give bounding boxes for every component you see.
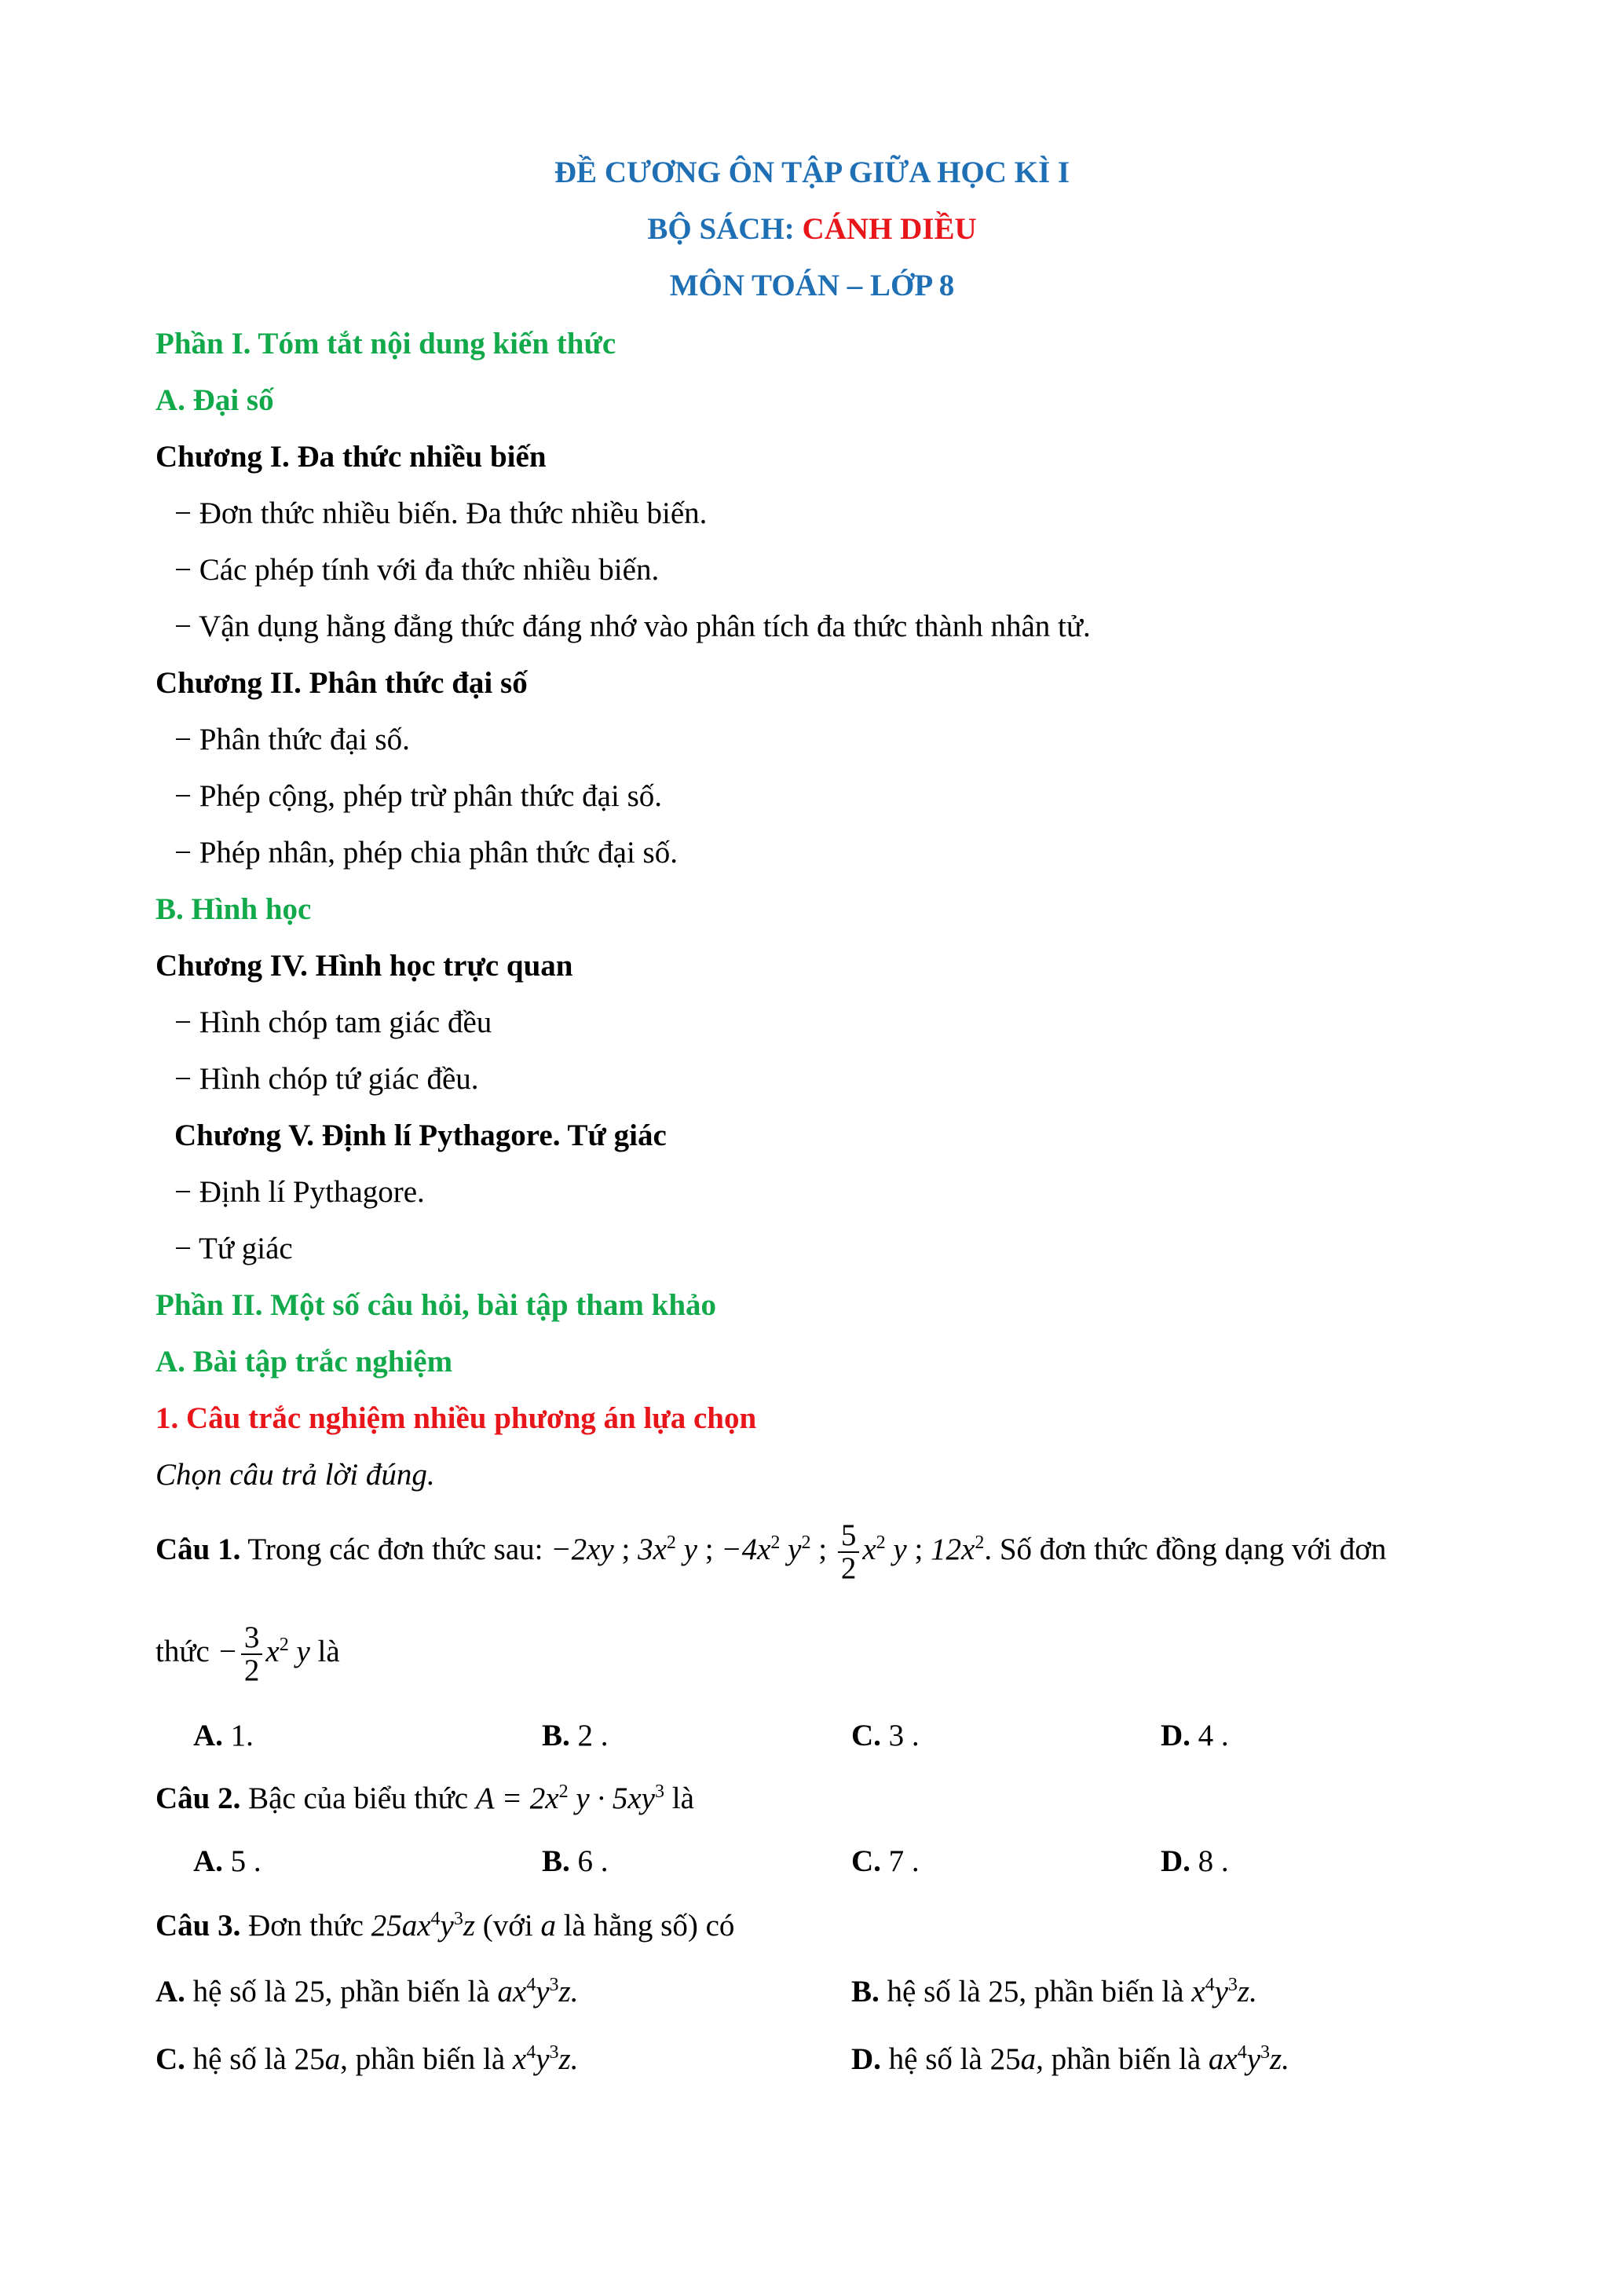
chapter5-item: − Tứ giác <box>174 1232 293 1265</box>
doc-title: ĐỀ CƯƠNG ÔN TẬP GIỮA HỌC KÌ I <box>554 156 1070 189</box>
chapter5-title: Chương V. Định lí Pythagore. Tứ giác <box>174 1119 667 1152</box>
chapter1-title: Chương I. Đa thức nhiều biến <box>155 440 547 474</box>
question-1-label: Câu 1. <box>155 1532 241 1566</box>
expression-a: $A = 2x^2$ $y \cdot 5xy^3$ <box>475 1782 664 1815</box>
part1-title: Phần I. Tóm tắt nội dung kiến thức <box>155 327 616 361</box>
question-1-text: Trong các đơn thức sau: <box>240 1532 551 1566</box>
part2-section-a: A. Bài tập trắc nghiệm <box>155 1345 453 1379</box>
q3-option-c[interactable]: C. hệ số là 25a, phần biến là $x^4y^3z$. <box>155 2042 579 2076</box>
question-2: Câu 2. Bậc của biểu thức $A = 2x^2$ $y \cdot 5xy^3$ là <box>155 1782 694 1815</box>
book-series-label: BỘ SÁCH: <box>647 212 803 246</box>
instruction: Chọn câu trả lời đúng. <box>155 1458 435 1492</box>
book-series <box>0 211 1624 248</box>
part2-title: Phần II. Một số câu hỏi, bài tập tham khảo <box>155 1288 717 1322</box>
constant-a: a <box>540 1909 556 1943</box>
chapter2-item: − Phép cộng, phép trừ phân thức đại số. <box>174 779 662 813</box>
q3-option-a[interactable]: A. hệ số là 25, phần biến là $ax^4y^3z$. <box>155 1975 579 2009</box>
target-monomial: − $\frac{3}{2}$ $x^2$ y <box>217 1620 310 1688</box>
question-3-label: Câu 3. <box>155 1909 241 1943</box>
q1-option-d[interactable]: D. 4 . <box>1161 1719 1229 1752</box>
q2-option-c[interactable]: C. 7 . <box>851 1844 920 1878</box>
chapter2-item: − Phép nhân, phép chia phân thức đại số. <box>174 836 678 870</box>
subject-grade: MÔN TOÁN – LỚP 8 <box>669 269 955 302</box>
fraction-3-2: $\frac{3}{2}$ <box>241 1622 263 1686</box>
chapter4-item: − Hình chóp tam giác đều <box>174 1005 492 1039</box>
q2-option-d[interactable]: D. 8 . <box>1161 1844 1229 1878</box>
book-series-name: CÁNH DIỀU <box>802 212 977 246</box>
chapter1-item: − Các phép tính với đa thức nhiều biến. <box>174 553 660 587</box>
q1-option-a[interactable]: A. 1. <box>193 1719 254 1752</box>
chapter4-item: − Hình chóp tứ giác đều. <box>174 1062 479 1096</box>
chapter1-item: − Đơn thức nhiều biến. Đa thức nhiều biến. <box>174 496 708 530</box>
question-1 <box>155 1514 1386 1585</box>
question-2-label: Câu 2. <box>155 1782 241 1815</box>
question-1-text-cont: . Số đơn thức đồng dạng với đơn <box>984 1532 1387 1566</box>
chapter2-title: Chương II. Phân thức đại số <box>155 666 528 700</box>
chapter5-item: − Định lí Pythagore. <box>174 1175 425 1209</box>
chapter4-title: Chương IV. Hình học trực quan <box>155 949 573 983</box>
part1-section-b: B. Hình học <box>155 892 312 926</box>
question-3: Câu 3. Đơn thức $25ax^4y^3z$ (với a là hằng số) có <box>155 1909 735 1943</box>
monomial-25ax4y3z: $25ax^4y^3z$ <box>371 1909 475 1943</box>
q2-option-a[interactable]: A. 5 . <box>193 1844 262 1878</box>
chapter1-item: − Vận dụng hằng đẳng thức đáng nhớ vào phân tích đa thức thành nhân tử. <box>174 610 1091 643</box>
fraction-5-2: $\frac{5}{2}$ <box>838 1520 860 1584</box>
q1-option-b[interactable]: B. 2 . <box>542 1719 609 1752</box>
q2-option-b[interactable]: B. 6 . <box>542 1844 609 1878</box>
q3-option-d[interactable]: D. hệ số là 25a, phần biến là $ax^4y^3z$. <box>851 2042 1289 2076</box>
q1-option-c[interactable]: C. 3 . <box>851 1719 920 1752</box>
part1-section-a: A. Đại số <box>155 383 274 417</box>
monomial-list: −2xy ; $3x^2$ y ; $-4x^2$ $y^2$ ; $\frac{5}{2}$ $x^2$ y ; $12x^2$ <box>550 1518 985 1586</box>
question-1-line2: thức − $\frac{3}{2}$ $x^2$ y là <box>155 1620 340 1688</box>
chapter2-item: − Phân thức đại số. <box>174 723 410 756</box>
q3-option-b[interactable]: B. hệ số là 25, phần biến là $x^4y^3z$. <box>851 1975 1257 2009</box>
multiple-choice-heading: 1. Câu trắc nghiệm nhiều phương án lựa chọn <box>155 1401 757 1435</box>
